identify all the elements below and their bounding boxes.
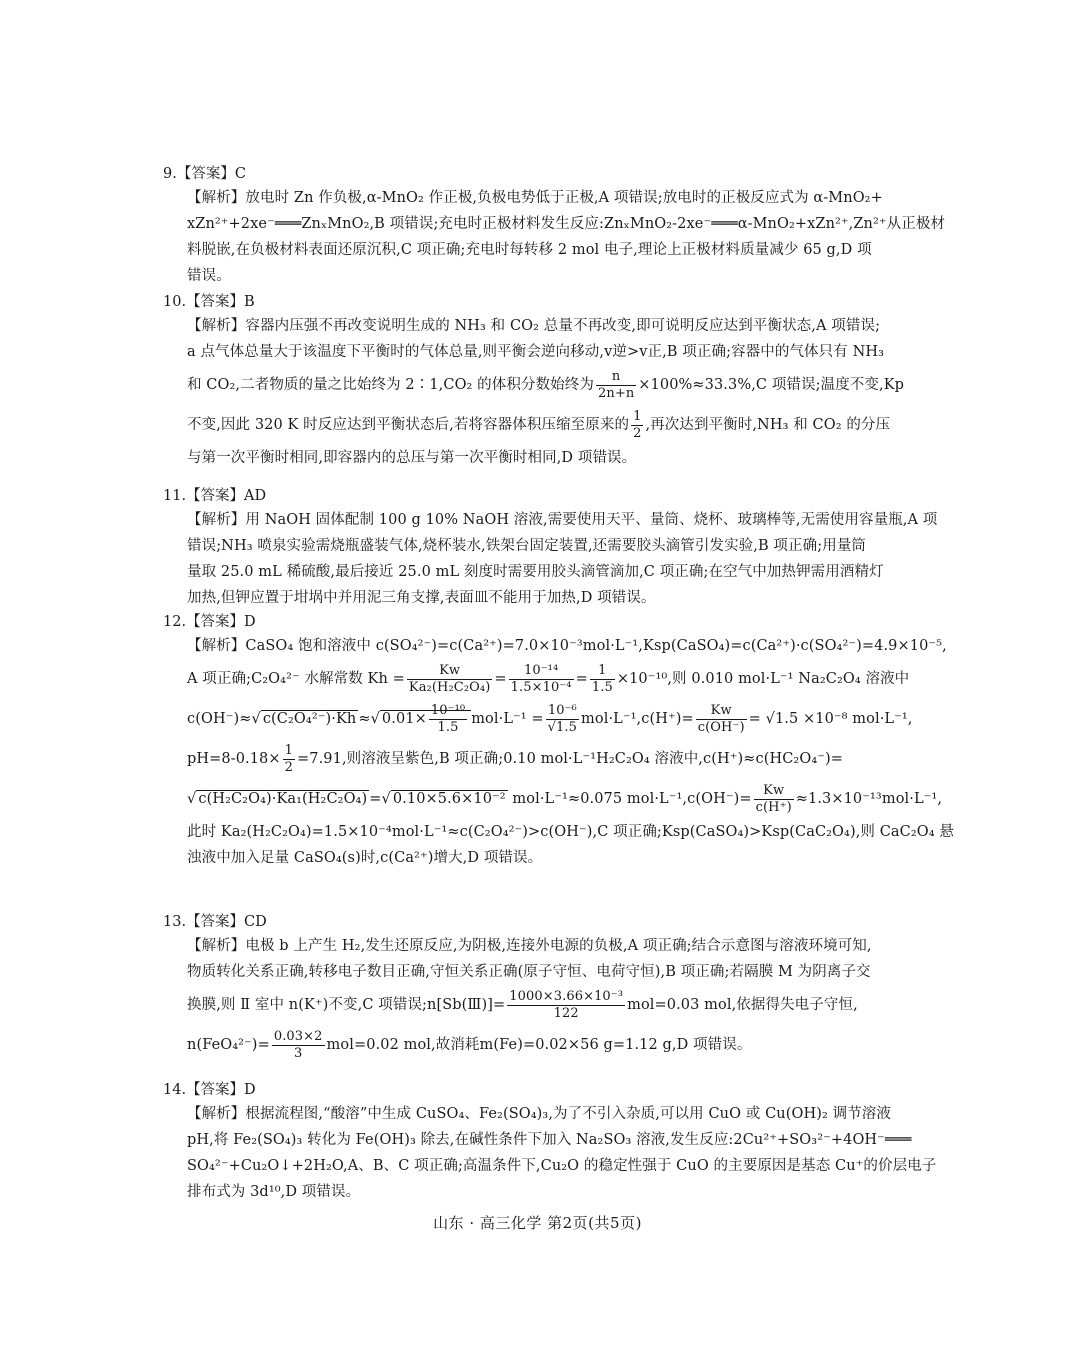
line: 【解析】电极 b 上产生 H₂,发生还原反应,为阴极,连接外电源的负极,A 项正确;结合示意图与溶液环境可知, bbox=[187, 938, 872, 954]
fraction: $\frac{\text{10⁻¹⁰}}{1.5}$ bbox=[430, 702, 466, 735]
answer-14: 14.【答案】D bbox=[163, 1082, 256, 1098]
fraction: $\frac{Kw}{c(OH^-)}$ bbox=[697, 702, 745, 735]
question-12 bbox=[163, 611, 954, 871]
answer-12: 12.【答案】D bbox=[163, 614, 256, 630]
explanation-11 bbox=[187, 507, 938, 611]
explanation-10 bbox=[187, 313, 913, 471]
fraction: $\frac{1}{2}$ bbox=[633, 408, 642, 441]
question-14 bbox=[163, 1079, 937, 1205]
line: 和 CO₂,二者物质的量之比始终为 2∶1,CO₂ 的体积分数始终为 $\frac{n}{2n+n}$ ×100%≈33.3%,C 项错误;温度不变,Kp bbox=[187, 368, 905, 401]
fraction: $\frac{\text{10⁻⁶}}{√1.5}$ bbox=[547, 702, 578, 735]
line: 量取 25.0 mL 稀硫酸,最后接近 25.0 mL 刻度时需要用胶头滴管滴加,C 项正确;在空气中加热钾需用酒精灯 bbox=[187, 564, 884, 580]
explanation-14 bbox=[187, 1101, 937, 1205]
line: 物质转化关系正确,转移电子数目正确,守恒关系正确(原子守恒、电荷守恒),B 项正确;若隔膜 M 为阴离子交 bbox=[187, 964, 871, 980]
fraction: $\frac{Kw}{c(H^+)}$ bbox=[755, 782, 792, 815]
line: 【解析】根据流程图,“酸溶”中生成 CuSO₄、Fe₂(SO₄)₃,为了不引入杂质,可以用 CuO 或 Cu(OH)₂ 调节溶液 bbox=[187, 1106, 891, 1122]
answer-13: 13.【答案】CD bbox=[163, 914, 267, 930]
line: xZn²⁺+2xe⁻═══ZnₓMnO₂,B 项错误;充电时正极材料发生反应:ZnₓMnO₂-2xe⁻═══α-MnO₂+xZn²⁺,Zn²⁺从正极材 bbox=[187, 216, 946, 232]
line: 加热,但钾应置于坩埚中并用泥三角支撑,表面皿不能用于加热,D 项错误。 bbox=[187, 590, 656, 606]
question-9 bbox=[163, 163, 946, 289]
fraction: $\frac{1}{2}$ bbox=[284, 742, 294, 775]
question-13 bbox=[163, 911, 913, 1065]
line: 排布式为 3d¹⁰,D 项错误。 bbox=[187, 1184, 361, 1200]
line: 【解析】放电时 Zn 作负极,α-MnO₂ 作正极,负极电势低于正极,A 项错误;放电时的正极反应式为 α-MnO₂+ bbox=[187, 190, 883, 206]
question-10 bbox=[163, 291, 913, 471]
fraction: $\frac{\text{10⁻¹⁴}}{\text{1.5×10⁻⁴}}$ bbox=[510, 662, 572, 695]
line: 此时 Ka₂(H₂C₂O₄)=1.5×10⁻⁴mol·L⁻¹≈c(C₂O₄²⁻)>c(OH⁻),C 项正确;Ksp(CaSO₄)>Ksp(CaC₂O₄),则 CaC₂O₄ 悬 bbox=[187, 824, 954, 840]
line: √ c(H₂C₂O₄)·Ka₁(H₂C₂O₄) =√ 0.10×5.6×10⁻² mol·L⁻¹≈0.075 mol·L⁻¹,c(OH⁻)= $\frac{Kw}{c(H^+)}$ ≈1.3×10⁻¹³mol·L⁻¹, bbox=[187, 782, 943, 815]
line: n(FeO₄²⁻)= $\frac{0.03\times 2}{3}$ mol=0.02 mol,故消耗m(Fe)=0.02×56 g=1.12 g,D 项错误。 bbox=[187, 1028, 752, 1061]
fraction: $\frac{1}{1.5}$ bbox=[591, 662, 613, 695]
line: 【解析】容器内压强不再改变说明生成的 NH₃ 和 CO₂ 总量不再改变,即可说明反应达到平衡状态,A 项错误; bbox=[187, 318, 881, 334]
answer-9: 9.【答案】C bbox=[163, 166, 246, 182]
line: 换膜,则 Ⅱ 室中 n(K⁺)不变,C 项错误;n[Sb(Ⅲ)]= $\frac{\text{1000×3.66×10⁻³}}{122}$ mol=0.03 mol,依据得失电子守恒, bbox=[187, 988, 858, 1021]
line: c(OH⁻)≈√ c(C₂O₄²⁻)·Kh ≈√ 0.01× $\frac{\text{10⁻¹⁰}}{1.5}$ mol·L⁻¹ = $\frac{\text{10⁻⁶}}{√1.5}$ mol·L⁻¹,c(H⁺)= $\frac{Kw}{c(OH^-)}$ = √1.5 ×10⁻⁸ mol·L⁻¹, bbox=[187, 702, 913, 735]
explanation-13 bbox=[187, 933, 913, 1065]
line: SO₄²⁻+Cu₂O↓+2H₂O,A、B、C 项正确;高温条件下,Cu₂O 的稳定性强于 CuO 的主要原因是基态 Cu⁺的价层电子 bbox=[187, 1158, 937, 1174]
fraction: $\frac{0.03\times 2}{3}$ bbox=[273, 1028, 323, 1061]
line: 不变,因此 320 K 时反应达到平衡状态后,若将容器体积压缩至原来的 $\frac{1}{2}$ ,再次达到平衡时,NH₃ 和 CO₂ 的分压 bbox=[187, 408, 891, 441]
page-footer: 山东 · 高三化学 第2页(共5页) bbox=[433, 1214, 642, 1232]
line: pH=8-0.18× $\frac{1}{2}$ =7.91,则溶液呈紫色,B 项正确;0.10 mol·L⁻¹H₂C₂O₄ 溶液中,c(H⁺)≈c(HC₂O₄⁻)= bbox=[187, 742, 843, 775]
line: a 点气体总量大于该温度下平衡时的气体总量,则平衡会逆向移动,v逆>v正,B 项正确;容器中的气体只有 NH₃ bbox=[187, 344, 885, 360]
line: 错误。 bbox=[187, 268, 231, 284]
question-11 bbox=[163, 485, 938, 611]
line: 与第一次平衡时相同,即容器内的总压与第一次平衡时相同,D 项错误。 bbox=[187, 450, 637, 466]
answer-10: 10.【答案】B bbox=[163, 294, 255, 310]
answer-11: 11.【答案】AD bbox=[163, 488, 267, 504]
line: 料脱嵌,在负极材料表面还原沉积,C 项正确;充电时每转移 2 mol 电子,理论上正极材料质量减少 65 g,D 项 bbox=[187, 242, 872, 258]
fraction: $\frac{\text{1000×3.66×10⁻³}}{122}$ bbox=[509, 988, 624, 1021]
fraction: $\frac{Kw}{\text{Ka₂(H₂C₂O₄)}}$ bbox=[408, 662, 491, 695]
line: 错误;NH₃ 喷泉实验需烧瓶盛装气体,烧杯装水,铁架台固定装置,还需要胶头滴管引发实验,B 项正确;用量筒 bbox=[187, 538, 867, 554]
line: 【解析】CaSO₄ 饱和溶液中 c(SO₄²⁻)=c(Ca²⁺)=7.0×10⁻³mol·L⁻¹,Ksp(CaSO₄)=c(Ca²⁺)·c(SO₄²⁻)=4.9×10⁻⁵, bbox=[187, 638, 947, 654]
explanation-12 bbox=[187, 633, 954, 871]
fraction: $\frac{n}{2n+n}$ bbox=[597, 368, 635, 401]
line: 浊液中加入足量 CaSO₄(s)时,c(Ca²⁺)增大,D 项错误。 bbox=[187, 850, 543, 866]
line: pH,将 Fe₂(SO₄)₃ 转化为 Fe(OH)₃ 除去,在碱性条件下加入 Na₂SO₃ 溶液,发生反应:2Cu²⁺+SO₃²⁻+4OH⁻═══ bbox=[187, 1132, 912, 1148]
line: A 项正确;C₂O₄²⁻ 水解常数 Kh = $\frac{Kw}{\text{Ka₂(H₂C₂O₄)}}$ = $\frac{\text{10⁻¹⁴}}{\text{1.5×10⁻⁴}}$ = $\frac{1}{1.5}$ ×10⁻¹⁰,则 0.010 mol·L⁻¹ Na₂C₂O₄ 溶液中 bbox=[187, 662, 910, 695]
line: 【解析】用 NaOH 固体配制 100 g 10% NaOH 溶液,需要使用天平、量筒、烧杯、玻璃棒等,无需使用容量瓶,A 项 bbox=[187, 512, 938, 528]
explanation-9 bbox=[187, 185, 946, 289]
